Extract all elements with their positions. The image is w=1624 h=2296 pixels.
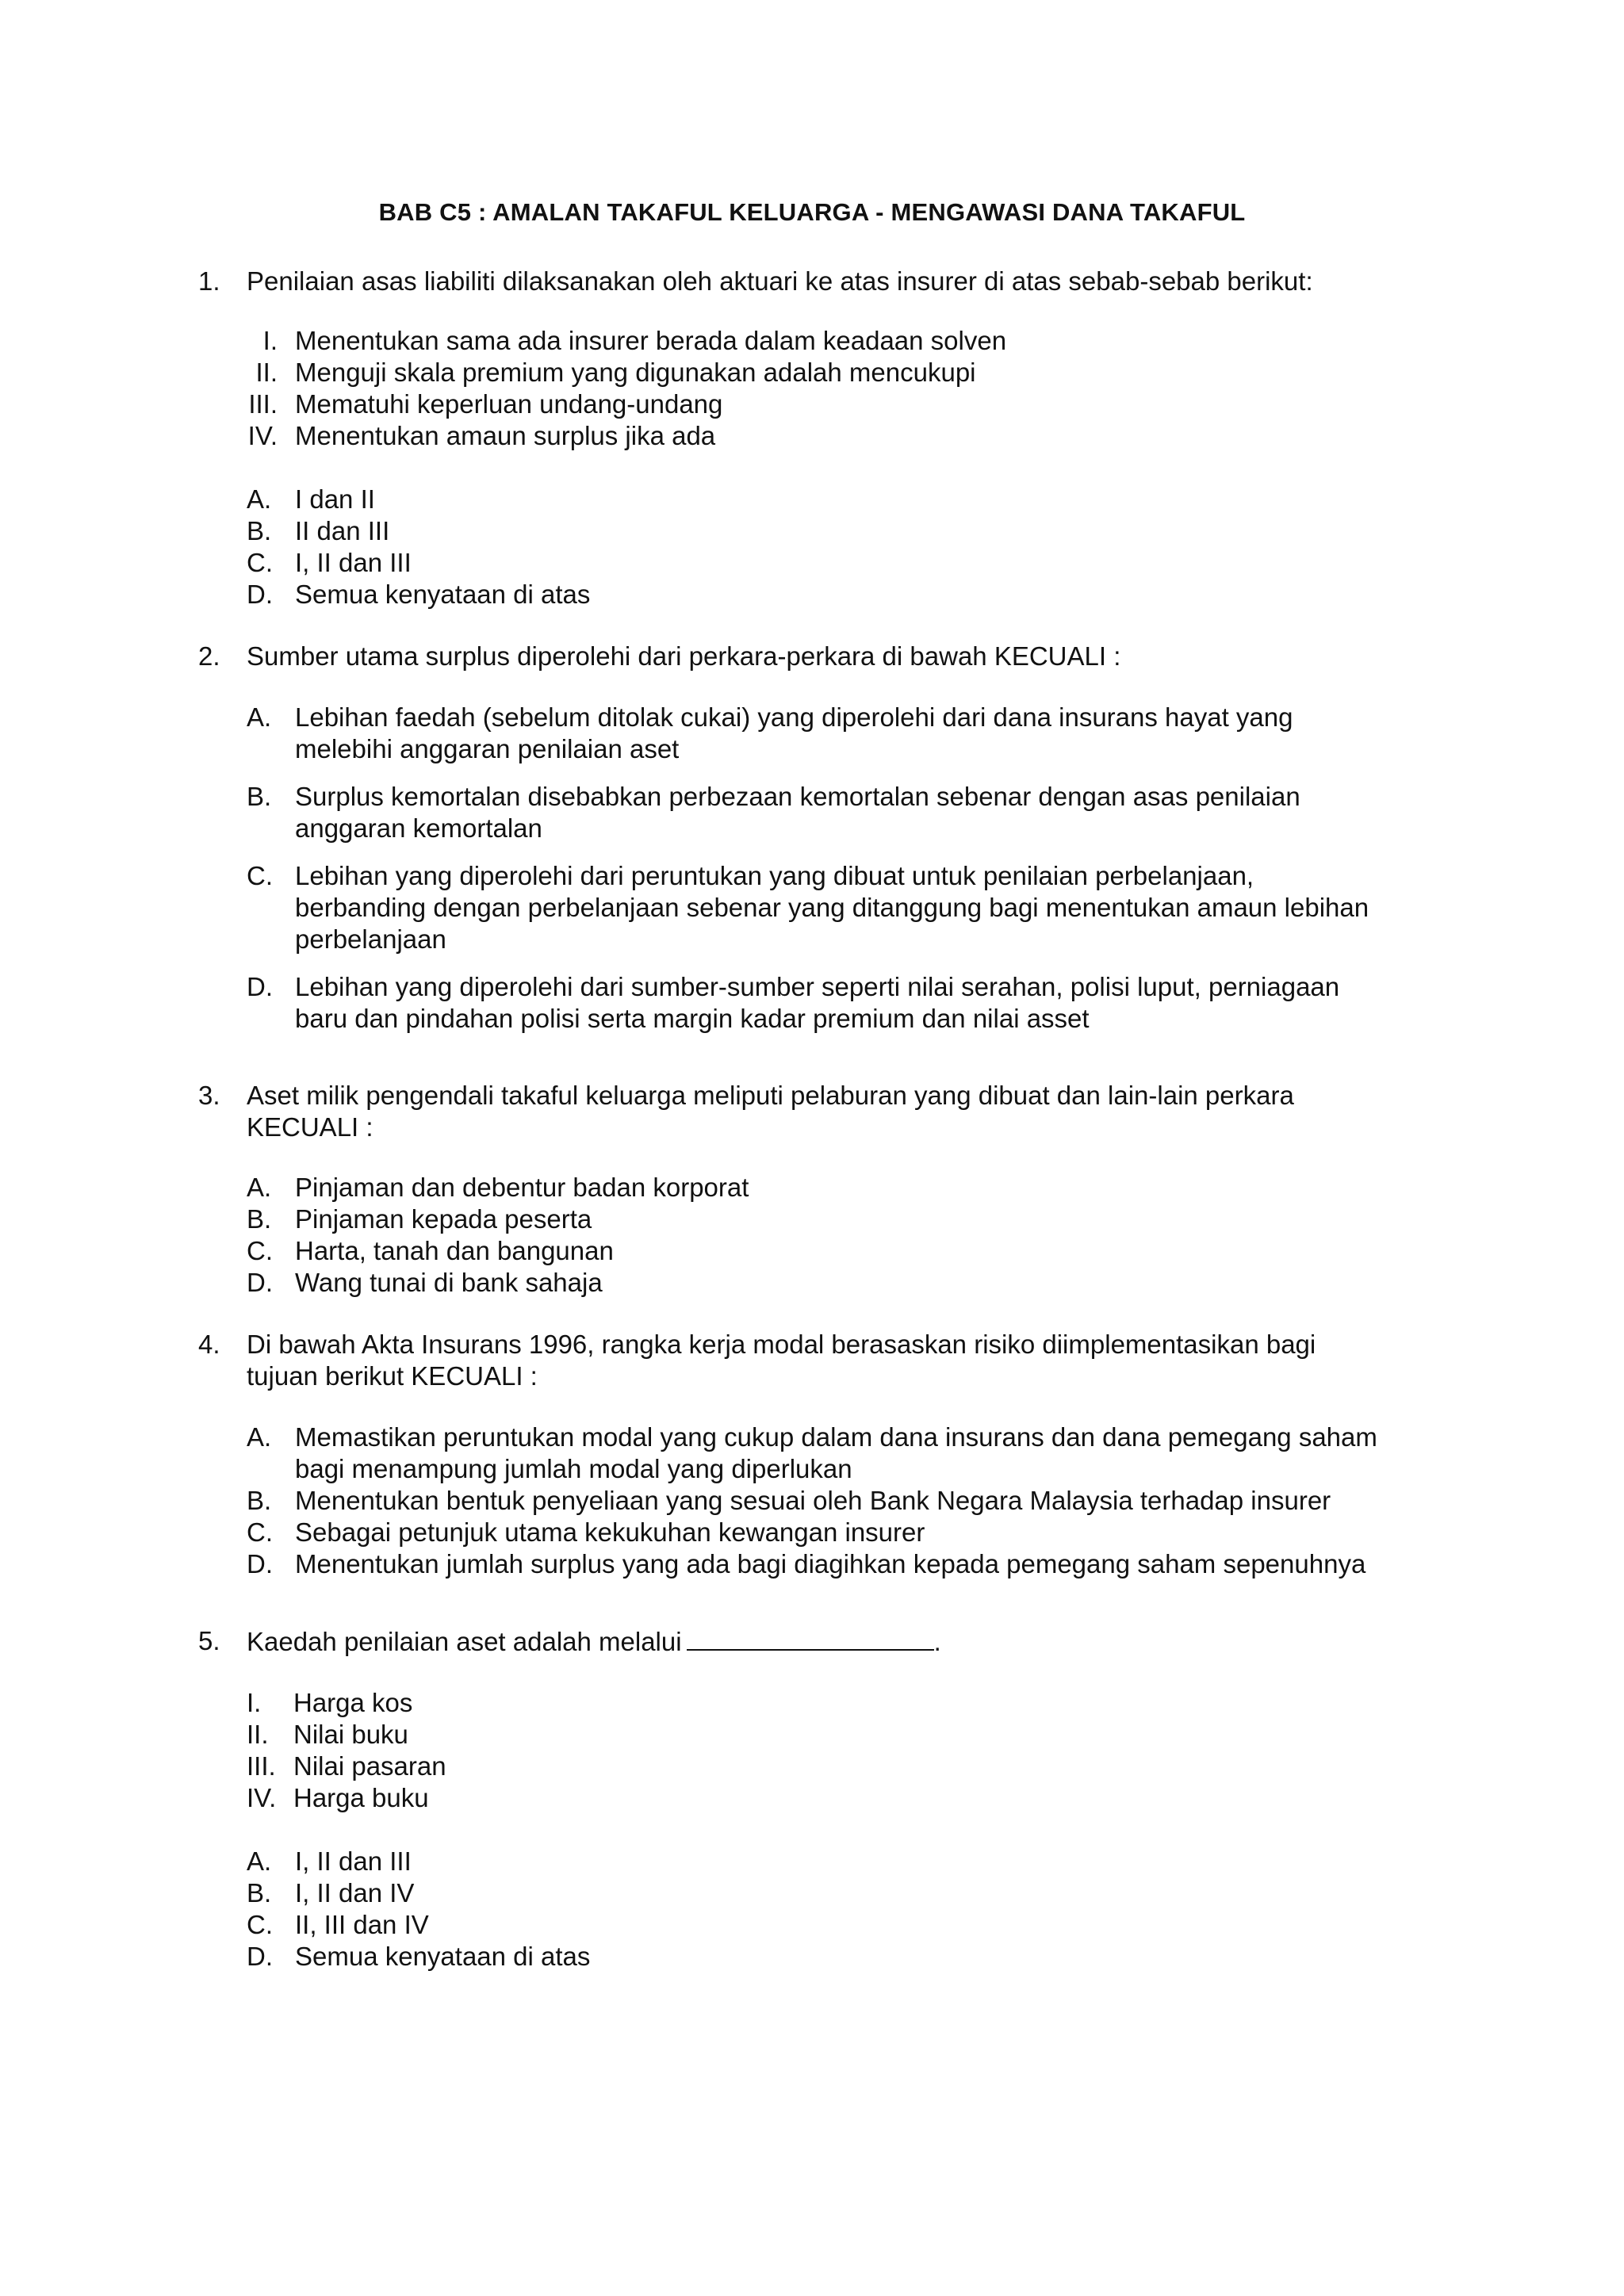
q5-statement-2-numeral: II. xyxy=(247,1720,269,1749)
q1-statement-3-text: Mematuhi keperluan undang-undang xyxy=(295,389,723,419)
q4-option-b-text: Menentukan bentuk penyeliaan yang sesuai oleh Bank Negara Malaysia terhadap insurer xyxy=(295,1486,1331,1515)
q1-statement-1-numeral: I. xyxy=(262,326,278,355)
q4-option-a-letter: A. xyxy=(247,1422,272,1452)
question-2-number: 2. xyxy=(198,641,220,671)
q3-option-d-text: Wang tunai di bank sahaja xyxy=(295,1268,603,1297)
q5-option-c-letter: C. xyxy=(247,1910,273,1939)
q5-statement-3-text: Nilai pasaran xyxy=(293,1751,446,1781)
q1-statement-1-text: Menentukan sama ada insurer berada dalam keadaan solven xyxy=(295,326,1007,355)
q5-statement-4-numeral: IV. xyxy=(247,1783,277,1812)
q4-option-a-line-2: bagi menampung jumlah modal yang diperlukan xyxy=(295,1454,852,1483)
q3-option-c-text: Harta, tanah dan bangunan xyxy=(295,1236,614,1265)
question-4-text-line-1: Di bawah Akta Insurans 1996, rangka kerja modal berasaskan risiko diimplementasikan bagi xyxy=(247,1330,1316,1359)
q4-option-a-line-1: Memastikan peruntukan modal yang cukup dalam dana insurans dan dana pemegang saham xyxy=(295,1422,1377,1452)
q3-option-b-text: Pinjaman kepada peserta xyxy=(295,1204,592,1234)
q2-option-a-line-2: melebihi anggaran penilaian aset xyxy=(295,734,680,763)
q5-statement-2-text: Nilai buku xyxy=(293,1720,408,1749)
q1-statement-2-numeral: II. xyxy=(255,358,278,387)
q5-option-b-letter: B. xyxy=(247,1878,272,1908)
q5-option-d-text: Semua kenyataan di atas xyxy=(295,1942,591,1971)
q2-option-c-line-2: berbanding dengan perbelanjaan sebenar yang ditanggung bagi menentukan amaun lebihan xyxy=(295,893,1369,922)
q5-option-c-text: II, III dan IV xyxy=(295,1910,429,1939)
q1-statement-2-text: Menguji skala premium yang digunakan adalah mencukupi xyxy=(295,358,976,387)
q1-option-b-letter: B. xyxy=(247,516,272,545)
q3-option-a-text: Pinjaman dan debentur badan korporat xyxy=(295,1173,749,1202)
q3-option-a-letter: A. xyxy=(247,1173,272,1202)
q2-option-b-line-1: Surplus kemortalan disebabkan perbezaan kemortalan sebenar dengan asas penilaian xyxy=(295,782,1300,811)
q1-option-c-text: I, II dan III xyxy=(295,548,412,577)
q1-option-d-text: Semua kenyataan di atas xyxy=(295,580,591,609)
q5-statement-4-text: Harga buku xyxy=(293,1783,429,1812)
q4-option-b-letter: B. xyxy=(247,1486,272,1515)
q2-option-b-line-2: anggaran kemortalan xyxy=(295,813,542,843)
question-5-number: 5. xyxy=(198,1626,220,1655)
q2-option-a-letter: A. xyxy=(247,702,272,732)
question-3-number: 3. xyxy=(198,1081,220,1110)
q2-option-d-letter: D. xyxy=(247,972,273,1001)
q4-option-d-letter: D. xyxy=(247,1549,273,1578)
q4-option-d-text: Menentukan jumlah surplus yang ada bagi diagihkan kepada pemegang saham sepenuhnya xyxy=(295,1549,1366,1578)
q5-option-a-letter: A. xyxy=(247,1846,272,1876)
q2-option-c-letter: C. xyxy=(247,861,273,890)
q4-option-c-text: Sebagai petunjuk utama kekukuhan kewangan insurer xyxy=(295,1517,925,1547)
q2-option-b-letter: B. xyxy=(247,782,272,811)
q5-option-a-text: I, II dan III xyxy=(295,1846,412,1876)
q2-option-d-line-1: Lebihan yang diperolehi dari sumber-sumber seperti nilai serahan, polisi luput, perniagaan xyxy=(295,972,1340,1001)
q3-option-c-letter: C. xyxy=(247,1236,273,1265)
q2-option-c-line-1: Lebihan yang diperolehi dari peruntukan yang dibuat untuk penilaian perbelanjaan, xyxy=(295,861,1254,890)
q3-option-d-letter: D. xyxy=(247,1268,273,1297)
question-3-text-line-1: Aset milik pengendali takaful keluarga meliputi pelaburan yang dibuat dan lain-lain perkara xyxy=(247,1081,1294,1110)
q1-option-b-text: II dan III xyxy=(295,516,390,545)
q1-option-d-letter: D. xyxy=(247,580,273,609)
question-3-text-line-2: KECUALI : xyxy=(247,1112,373,1142)
q5-option-b-text: I, II dan IV xyxy=(295,1878,415,1908)
q2-option-c-line-3: perbelanjaan xyxy=(295,924,446,954)
q5-statement-1-numeral: I. xyxy=(247,1688,262,1717)
q5-option-d-letter: D. xyxy=(247,1942,273,1971)
question-4-number: 4. xyxy=(198,1330,220,1359)
question-5-stem: Kaedah penilaian aset adalah melalui xyxy=(247,1627,682,1656)
q4-option-c-letter: C. xyxy=(247,1517,273,1547)
q1-statement-4-numeral: IV. xyxy=(247,421,278,450)
page-title: BAB C5 : AMALAN TAKAFUL KELUARGA - MENGAWASI DANA TAKAFUL xyxy=(378,198,1246,226)
q2-option-d-line-2: baru dan pindahan polisi serta margin kadar premium dan nilai asset xyxy=(295,1004,1090,1033)
q1-option-a-text: I dan II xyxy=(295,484,375,514)
q1-statement-4-text: Menentukan amaun surplus jika ada xyxy=(295,421,716,450)
q1-statement-3-numeral: III. xyxy=(248,389,278,419)
question-1-number: 1. xyxy=(198,266,220,296)
answer-blank xyxy=(687,1625,934,1651)
question-4-text-line-2: tujuan berikut KECUALI : xyxy=(247,1361,538,1391)
question-5-period: . xyxy=(933,1627,941,1656)
q3-option-b-letter: B. xyxy=(247,1204,272,1234)
q5-statement-3-numeral: III. xyxy=(247,1751,276,1781)
question-1-text: Penilaian asas liabiliti dilaksanakan oleh aktuari ke atas insurer di atas sebab-sebab berikut: xyxy=(247,266,1313,296)
q1-option-c-letter: C. xyxy=(247,548,273,577)
question-2-text: Sumber utama surplus diperolehi dari perkara-perkara di bawah KECUALI : xyxy=(247,641,1121,671)
question-5-text xyxy=(247,1625,941,1658)
q1-option-a-letter: A. xyxy=(247,484,272,514)
q5-statement-1-text: Harga kos xyxy=(293,1688,413,1717)
q2-option-a-line-1: Lebihan faedah (sebelum ditolak cukai) yang diperolehi dari dana insurans hayat yang xyxy=(295,702,1293,732)
